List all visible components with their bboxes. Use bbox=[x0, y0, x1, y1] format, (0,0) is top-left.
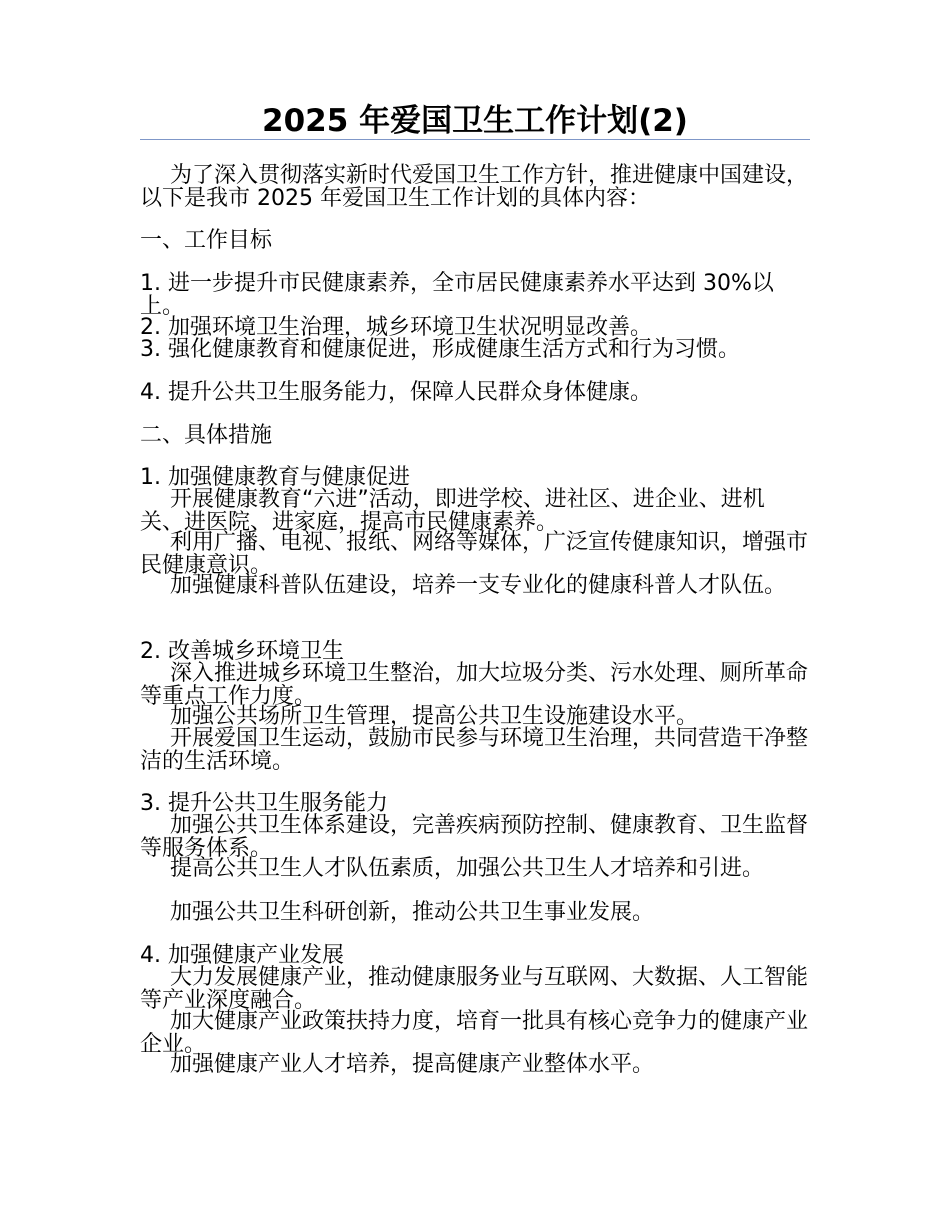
title-underline bbox=[140, 139, 810, 140]
measure-1-point-1: 开展健康教育“六进”活动，即进学校、进社区、进企业、进机关、进医院、进家庭，提高市民健康素养。 bbox=[140, 487, 765, 535]
measure-2-point-2: 加强公共场所卫生管理，提高公共卫生设施建设水平。 bbox=[170, 704, 699, 729]
measure-4-point-3: 加强健康产业人才培养，提高健康产业整体水平。 bbox=[170, 1052, 655, 1077]
measure-4-point-2: 加大健康产业政策扶持力度，培育一批具有核心竞争力的健康产业企业。 bbox=[140, 1009, 809, 1057]
section-heading-goals: 一、工作目标 bbox=[140, 228, 273, 253]
measure-3-point-2: 提高公共卫生人才队伍素质，加强公共卫生人才培养和引进。 bbox=[170, 856, 765, 881]
measure-title-3: 3. 提升公共卫生服务能力 bbox=[140, 791, 388, 816]
measure-2-point-3: 开展爱国卫生运动，鼓励市民参与环境卫生治理，共同营造干净整洁的生活环境。 bbox=[140, 726, 809, 774]
measure-3-point-1: 加强公共卫生体系建设，完善疾病预防控制、健康教育、卫生监督等服务体系。 bbox=[140, 813, 809, 861]
goal-item-2: 2. 加强环境卫生治理，城乡环境卫生状况明显改善。 bbox=[140, 315, 652, 340]
measure-title-1: 1. 加强健康教育与健康促进 bbox=[140, 465, 410, 490]
goal-item-3: 3. 强化健康教育和健康促进，形成健康生活方式和行为习惯。 bbox=[140, 337, 740, 362]
page-title: 2025 年爱国卫生工作计划(2) bbox=[262, 103, 688, 139]
intro-paragraph: 为了深入贯彻落实新时代爱国卫生工作方针，推进健康中国建设，以下是我市 2025 年爱国卫生工作计划的具体内容： bbox=[140, 163, 809, 211]
measure-2-point-1: 深入推进城乡环境卫生整治，加大垃圾分类、污水处理、厕所革命等重点工作力度。 bbox=[140, 661, 809, 709]
goal-item-1: 1. 进一步提升市民健康素养，全市居民健康素养水平达到 30%以上。 bbox=[140, 271, 774, 319]
measure-title-4: 4. 加强健康产业发展 bbox=[140, 943, 344, 968]
measure-4-point-1: 大力发展健康产业，推动健康服务业与互联网、大数据、人工智能等产业深度融合。 bbox=[140, 965, 809, 1013]
measure-1-point-3: 加强健康科普队伍建设，培养一支专业化的健康科普人才队伍。 bbox=[170, 573, 787, 598]
measure-title-2: 2. 改善城乡环境卫生 bbox=[140, 639, 344, 664]
measure-3-point-3: 加强公共卫生科研创新，推动公共卫生事业发展。 bbox=[170, 900, 655, 925]
section-heading-measures: 二、具体措施 bbox=[140, 423, 273, 448]
goal-item-4: 4. 提升公共卫生服务能力，保障人民群众身体健康。 bbox=[140, 380, 652, 405]
measure-1-point-2: 利用广播、电视、报纸、网络等媒体，广泛宣传健康知识，增强市民健康意识。 bbox=[140, 530, 809, 578]
